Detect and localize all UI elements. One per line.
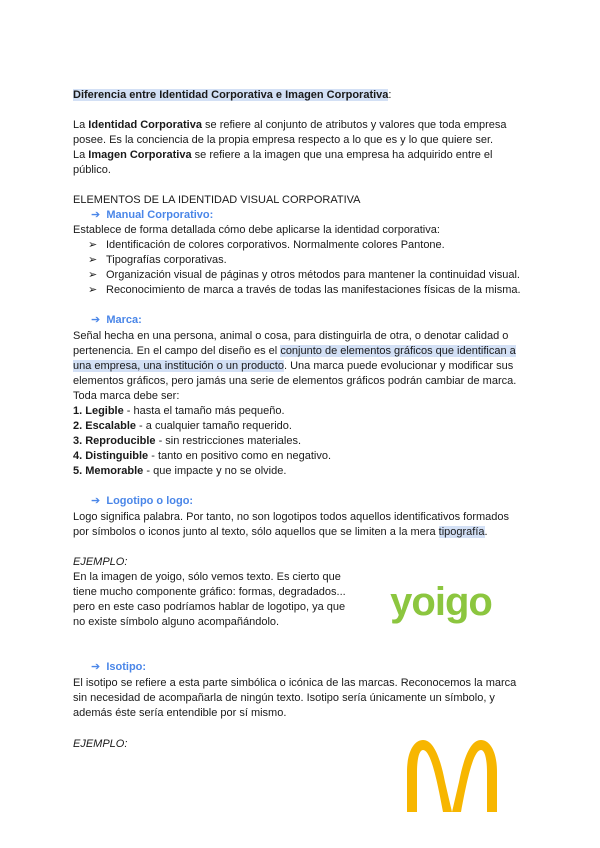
marca-line-5: Toda marca debe ser:: [73, 390, 180, 402]
list-item-term: 2. Escalable: [73, 420, 136, 432]
arrow-right-icon: ➔: [91, 209, 101, 221]
intro-text: La: [73, 149, 89, 161]
list-item-text: Reconocimiento de marca a través de todas las manifestaciones físicas de la misma.: [106, 284, 521, 296]
marca-text: . Una marca puede evolucionar y modificar sus: [283, 360, 514, 372]
term-identidad: Identidad Corporativa: [88, 119, 202, 131]
intro-text: se refiere al conjunto de atributos y valores que toda empresa: [201, 119, 507, 131]
logotipo-line-1: Logo significa palabra. Por tanto, no son logotipos todos aquellos identificativos formados: [73, 511, 509, 523]
list-item-text: Organización visual de páginas y otros métodos para mantener la continuidad visual.: [106, 269, 520, 281]
list-item: [88, 253, 227, 268]
bullet-arrow-icon: ➢: [88, 284, 98, 296]
isotipo-line-1: El isotipo se refiere a esta parte simbólica o icónica de las marcas. Reconocemos la marca: [73, 677, 517, 689]
marca-highlight: una empresa, una institución o un producto: [73, 360, 284, 372]
marca-heading: [91, 313, 142, 328]
list-item-text: - hasta el tamaño más pequeño.: [123, 405, 285, 417]
marca-line-2: [73, 344, 516, 359]
list-item: [73, 434, 301, 449]
isotipo-heading: [91, 660, 146, 675]
bullet-arrow-icon: ➢: [88, 254, 98, 266]
term-imagen: Imagen Corporativa: [88, 149, 192, 161]
isotipo-line-3: además éste sería entendible por sí mismo.: [73, 707, 287, 719]
marca-heading-text: Marca:: [106, 314, 142, 326]
marca-text: pertenencia. En el campo del diseño es el: [73, 345, 281, 357]
list-item: [73, 464, 286, 479]
intro-line-1: [73, 118, 507, 133]
list-item-text: - sin restricciones materiales.: [155, 435, 302, 447]
section-heading: ELEMENTOS DE LA IDENTIDAD VISUAL CORPORATIVA: [73, 194, 361, 206]
intro-line-4: público.: [73, 164, 111, 176]
marca-line-1: Señal hecha en una persona, animal o cosa, para distinguirla de otra, o denotar calidad o: [73, 330, 509, 342]
logotipo-text: .: [484, 526, 488, 538]
list-item: [88, 283, 521, 298]
manual-heading: [91, 208, 213, 223]
list-item-term: 3. Reproducible: [73, 435, 156, 447]
arrow-right-icon: ➔: [91, 661, 101, 673]
title-text: Diferencia entre Identidad Corporativa e Imagen Corporativa: [73, 89, 389, 101]
example-line-3: pero en este caso podríamos hablar de logotipo, ya que: [73, 601, 346, 613]
list-item: [73, 404, 285, 419]
isotipo-line-2: sin necesidad de acompañarla de ningún texto. Isotipo sería únicamente un símbolo, y: [73, 692, 495, 704]
isotipo-heading-text: Isotipo:: [106, 661, 147, 673]
logotipo-text: por símbolos o iconos junto al texto, sólo aquellos que se limiten a la mera: [73, 526, 439, 538]
list-item-text: - tanto en positivo como en negativo.: [148, 450, 332, 462]
logotipo-highlight: tipografía: [438, 526, 485, 538]
mcdonalds-arches-logo: [404, 738, 500, 814]
logotipo-line-2: [73, 525, 488, 540]
yoigo-logo-text: yoigo: [390, 580, 492, 624]
list-item: [88, 268, 520, 283]
list-item-term: 4. Distinguible: [73, 450, 149, 462]
marca-line-3: [73, 359, 513, 374]
example-line-1: En la imagen de yoigo, sólo vemos texto. Es cierto que: [73, 571, 341, 583]
list-item-text: - a cualquier tamaño requerido.: [136, 420, 292, 432]
title-suffix: :: [388, 89, 392, 101]
list-item-term: 1. Legible: [73, 405, 124, 417]
manual-desc: Establece de forma detallada cómo debe aplicarse la identidad corporativa:: [73, 224, 440, 236]
arrow-right-icon: ➔: [91, 314, 101, 326]
page-title: [73, 88, 391, 103]
intro-line-2: posee. Es la conciencia de la propia empresa respecto a lo que es y lo que quiere ser.: [73, 134, 494, 146]
bullet-arrow-icon: ➢: [88, 269, 98, 281]
list-item-text: - que impacte y no se olvide.: [143, 465, 287, 477]
example-line-2: tiene mucho componente gráfico: formas, degradados...: [73, 586, 346, 598]
arrow-right-icon: ➔: [91, 495, 101, 507]
marca-highlight: conjunto de elementos gráficos que identifican a: [280, 345, 516, 357]
intro-text: se refiere a la imagen que una empresa ha adquirido entre el: [191, 149, 493, 161]
list-item-text: Tipografías corporativas.: [106, 254, 227, 266]
logotipo-heading-text: Logotipo o logo:: [106, 495, 194, 507]
example-label: EJEMPLO:: [73, 556, 128, 568]
list-item-term: 5. Memorable: [73, 465, 144, 477]
arches-shape: [407, 740, 497, 812]
bullet-arrow-icon: ➢: [88, 239, 98, 251]
list-item: [73, 449, 331, 464]
list-item-text: Identificación de colores corporativos. Normalmente colores Pantone.: [106, 239, 445, 251]
intro-line-3: [73, 148, 492, 163]
logotipo-heading: [91, 494, 193, 509]
list-item: [73, 419, 292, 434]
yoigo-logo: [380, 579, 502, 625]
intro-text: La: [73, 119, 89, 131]
isotipo-example-label: EJEMPLO:: [73, 738, 128, 750]
marca-line-4: elementos gráficos, pero jamás una serie de elementos gráficos podrán cambiar de marca.: [73, 375, 517, 387]
example-line-4: no existe símbolo alguno acompañándolo.: [73, 616, 280, 628]
list-item: [88, 238, 445, 253]
manual-heading-text: Manual Corporativo:: [106, 209, 214, 221]
